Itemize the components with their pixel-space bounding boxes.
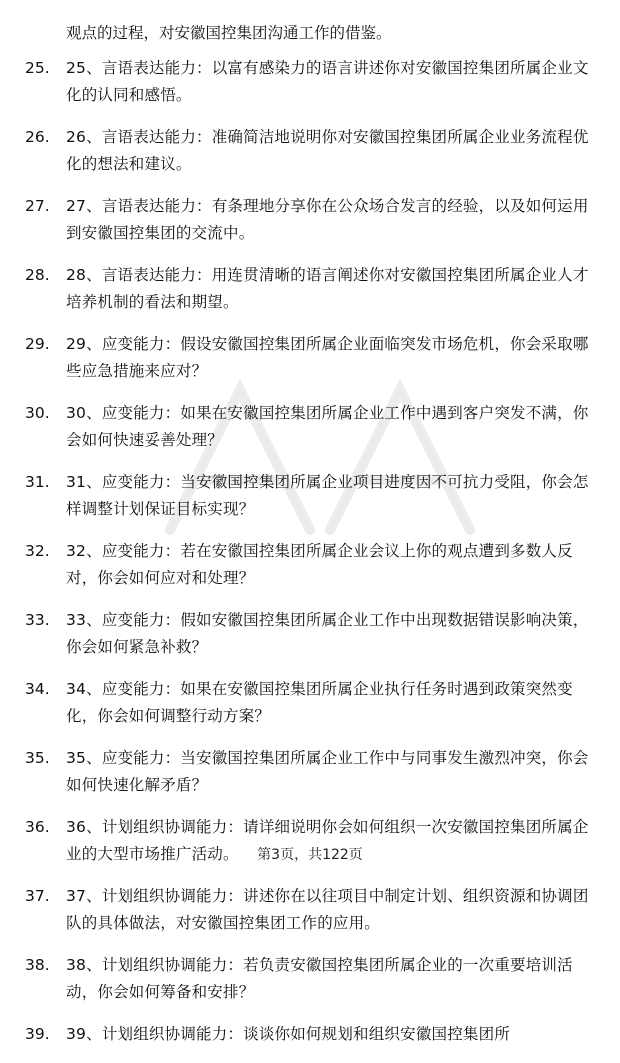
list-item: [0, 262, 620, 316]
item-number: 32.: [25, 542, 50, 560]
question-list: [0, 55, 620, 1063]
list-item: [0, 607, 620, 661]
item-text: 30、应变能力：如果在安徽国控集团所属企业工作中遇到客户突发不满，你会如何快速妥善处理？: [66, 404, 589, 449]
list-item: [0, 193, 620, 247]
list-item: [0, 331, 620, 385]
item-number: 38.: [25, 956, 50, 974]
list-item: [0, 55, 620, 109]
item-text: 32、应变能力：若在安徽国控集团所属企业会议上你的观点遭到多数人反对，你会如何应对和处理？: [66, 542, 573, 587]
item-number: 29.: [25, 335, 50, 353]
item-text: 37、计划组织协调能力：讲述你在以往项目中制定计划、组织资源和协调团队的具体做法，对安徽国控集团工作的应用。: [66, 887, 589, 932]
item-number: 27.: [25, 197, 50, 215]
item-number: 37.: [25, 887, 50, 905]
item-text: 29、应变能力：假设安徽国控集团所属企业面临突发市场危机，你会采取哪些应急措施来应对？: [66, 335, 589, 380]
list-item: [0, 952, 620, 1006]
list-item: [0, 745, 620, 799]
item-text: 27、言语表达能力：有条理地分享你在公众场合发言的经验，以及如何运用到安徽国控集团的交流中。: [66, 197, 589, 242]
list-item: [0, 124, 620, 178]
item-number: 33.: [25, 611, 50, 629]
item-text: 28、言语表达能力：用连贯清晰的语言阐述你对安徽国控集团所属企业人才培养机制的看法和期望。: [66, 266, 589, 311]
continuation-text: 观点的过程，对安徽国控集团沟通工作的借鉴。: [66, 24, 392, 42]
item-text: 25、言语表达能力：以富有感染力的语言讲述你对安徽国控集团所属企业文化的认同和感悟。: [66, 59, 589, 104]
list-item: [0, 1021, 620, 1048]
item-text: 35、应变能力：当安徽国控集团所属企业工作中与同事发生激烈冲突，你会如何快速化解矛盾？: [66, 749, 589, 794]
item-number: 39.: [25, 1025, 50, 1043]
list-item: [0, 400, 620, 454]
list-item: [0, 469, 620, 523]
item-text: 38、计划组织协调能力：若负责安徽国控集团所属企业的一次重要培训活动，你会如何筹备和安排？: [66, 956, 573, 1001]
item-number: 34.: [25, 680, 50, 698]
item-number: 30.: [25, 404, 50, 422]
item-text: 39、计划组织协调能力：谈谈你如何规划和组织安徽国控集团所: [66, 1025, 511, 1043]
item-text: 34、应变能力：如果在安徽国控集团所属企业执行任务时遇到政策突然变化，你会如何调整行动方案？: [66, 680, 573, 725]
item-number: 35.: [25, 749, 50, 767]
list-item: [0, 676, 620, 730]
page-footer: 第3页，共122页: [257, 847, 363, 863]
item-text: 31、应变能力：当安徽国控集团所属企业项目进度因不可抗力受阻，你会怎样调整计划保证目标实现？: [66, 473, 589, 518]
item-number: 25.: [25, 59, 50, 77]
item-number: 26.: [25, 128, 50, 146]
item-text: 36、计划组织协调能力：请详细说明你会如何组织一次安徽国控集团所属企业的大型市场推广活动。: [66, 818, 589, 863]
list-item: [0, 883, 620, 937]
item-text: 33、应变能力：假如安徽国控集团所属企业工作中出现数据错误影响决策，你会如何紧急补救？: [66, 611, 589, 656]
item-number: 31.: [25, 473, 50, 491]
item-number: 36.: [25, 818, 50, 836]
item-text: 26、言语表达能力：准确简洁地说明你对安徽国控集团所属企业业务流程优化的想法和建议。: [66, 128, 589, 173]
item-number: 28.: [25, 266, 50, 284]
list-item: [0, 538, 620, 592]
